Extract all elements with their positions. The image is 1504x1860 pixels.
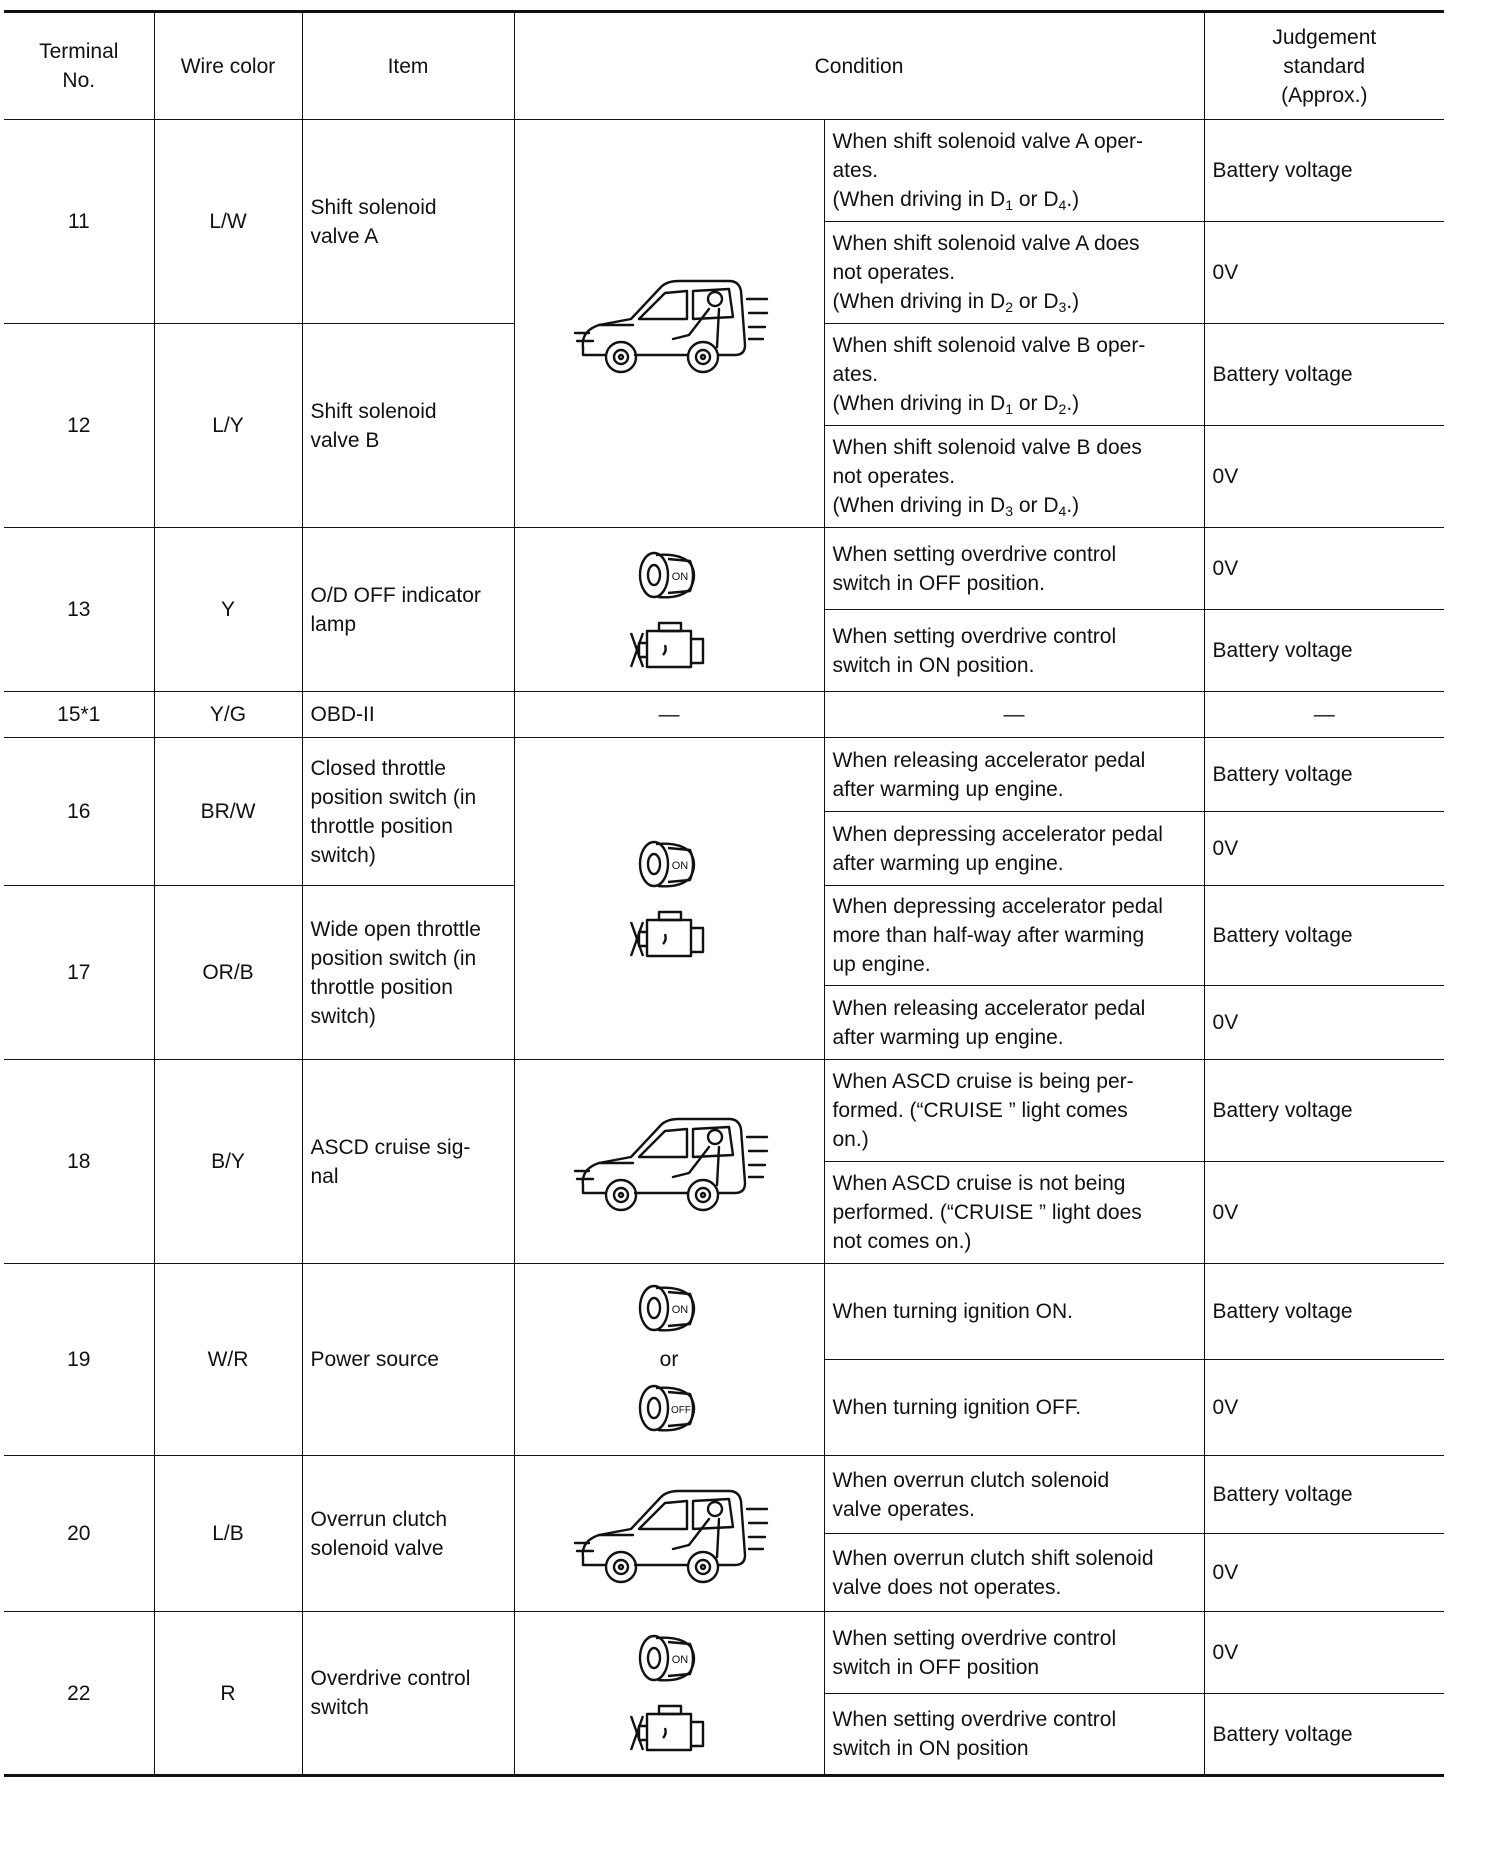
terminal-15: 15*1	[4, 692, 154, 738]
wire-13: Y	[154, 528, 302, 692]
judgement-13-1: 0V	[1204, 528, 1444, 610]
condition-19-1: When turning ignition ON.	[824, 1264, 1204, 1360]
terminal-16: 16	[4, 738, 154, 886]
terminal-13: 13	[4, 528, 154, 692]
terminal-22: 22	[4, 1612, 154, 1776]
judgement-22-1: 0V	[1204, 1612, 1444, 1694]
figure-15-dash: —	[514, 692, 824, 738]
condition-20-2: When overrun clutch shift solenoid valve does not operates.	[824, 1534, 1204, 1612]
figure-cell-22	[514, 1612, 824, 1776]
wire-12: L/Y	[154, 324, 302, 528]
terminal-11: 11	[4, 120, 154, 324]
terminal-inspection-table	[4, 10, 1444, 1777]
condition-12-1: When shift solenoid valve B oper- ates. (When driving in $D_1$ or $D_2$.)	[824, 324, 1204, 426]
wire-20: L/B	[154, 1456, 302, 1612]
condition-22-1: When setting overdrive control switch in OFF position	[824, 1612, 1204, 1694]
header-item: Item	[302, 12, 514, 120]
table-row-20a	[4, 1456, 1444, 1534]
engine-icon	[629, 908, 709, 964]
figure-cell-19	[514, 1264, 824, 1456]
figure-cell-13	[514, 528, 824, 692]
judgement-18-2: 0V	[1204, 1162, 1444, 1264]
engine-icon	[629, 619, 709, 675]
terminal-table-sheet	[4, 10, 1444, 1777]
table-row-15	[4, 692, 1444, 738]
condition-11-1: When shift solenoid valve A oper- ates. (When driving in $D_1$ or $D_4$.)	[824, 120, 1204, 222]
judgement-11-2: 0V	[1204, 222, 1444, 324]
header-terminal: Terminal No.	[4, 12, 154, 120]
judgement-16-2: 0V	[1204, 812, 1444, 886]
condition-18-1: When ASCD cruise is being per- formed. (“CRUISE ” light comes on.)	[824, 1060, 1204, 1162]
ignition-key-on-icon	[634, 1628, 704, 1692]
wire-22: R	[154, 1612, 302, 1776]
judgement-19-1: Battery voltage	[1204, 1264, 1444, 1360]
figure-cell-18	[514, 1060, 824, 1264]
terminal-19: 19	[4, 1264, 154, 1456]
table-row-19a	[4, 1264, 1444, 1360]
terminal-18: 18	[4, 1060, 154, 1264]
condition-17-2: When releasing accelerator pedal after warming up engine.	[824, 986, 1204, 1060]
item-17: Wide open throttle position switch (in throttle position switch)	[302, 886, 514, 1060]
condition-13-1: When setting overdrive control switch in OFF position.	[824, 528, 1204, 610]
judgement-19-2: 0V	[1204, 1360, 1444, 1456]
wire-11: L/W	[154, 120, 302, 324]
item-18: ASCD cruise sig- nal	[302, 1060, 514, 1264]
ignition-key-on-icon	[634, 834, 704, 898]
item-12: Shift solenoid valve B	[302, 324, 514, 528]
condition-12-2: When shift solenoid valve B does not operates. (When driving in $D_3$ or $D_4$.)	[824, 426, 1204, 528]
item-15: OBD-II	[302, 692, 514, 738]
engine-icon	[629, 1702, 709, 1758]
judgement-15-dash: —	[1204, 692, 1444, 738]
judgement-18-1: Battery voltage	[1204, 1060, 1444, 1162]
item-20: Overrun clutch solenoid valve	[302, 1456, 514, 1612]
judgement-17-1: Battery voltage	[1204, 886, 1444, 986]
wire-19: W/R	[154, 1264, 302, 1456]
wire-16: BR/W	[154, 738, 302, 886]
header-row	[4, 12, 1444, 120]
ignition-key-off-icon	[634, 1378, 704, 1442]
wire-15: Y/G	[154, 692, 302, 738]
condition-13-2: When setting overdrive control switch in ON position.	[824, 610, 1204, 692]
condition-17-1: When depressing accelerator pedal more than half-way after warming up engine.	[824, 886, 1204, 986]
condition-18-2: When ASCD cruise is not being performed. (“CRUISE ” light does not comes on.)	[824, 1162, 1204, 1264]
condition-16-1: When releasing accelerator pedal after warming up engine.	[824, 738, 1204, 812]
wire-18: B/Y	[154, 1060, 302, 1264]
terminal-17: 17	[4, 886, 154, 1060]
condition-16-2: When depressing accelerator pedal after warming up engine.	[824, 812, 1204, 886]
header-judgement: Judgement standard (Approx.)	[1204, 12, 1444, 120]
table-row-13a	[4, 528, 1444, 610]
ignition-key-on-icon	[634, 545, 704, 609]
judgement-12-1: Battery voltage	[1204, 324, 1444, 426]
driving-car-icon	[569, 1479, 769, 1589]
table-row-22a	[4, 1612, 1444, 1694]
condition-15-dash: —	[824, 692, 1204, 738]
condition-20-1: When overrun clutch solenoid valve operates.	[824, 1456, 1204, 1534]
table-row-16a	[4, 738, 1444, 812]
terminal-12: 12	[4, 324, 154, 528]
or-label: or	[659, 1347, 679, 1371]
wire-17: OR/B	[154, 886, 302, 1060]
judgement-11-1: Battery voltage	[1204, 120, 1444, 222]
condition-22-2: When setting overdrive control switch in ON position	[824, 1694, 1204, 1776]
header-condition: Condition	[514, 12, 1204, 120]
item-11: Shift solenoid valve A	[302, 120, 514, 324]
driving-car-icon	[569, 269, 769, 379]
table-row-18a	[4, 1060, 1444, 1162]
figure-cell-11-12	[514, 120, 824, 528]
figure-cell-16-17	[514, 738, 824, 1060]
condition-19-2: When turning ignition OFF.	[824, 1360, 1204, 1456]
judgement-20-1: Battery voltage	[1204, 1456, 1444, 1534]
judgement-20-2: 0V	[1204, 1534, 1444, 1612]
item-22: Overdrive control switch	[302, 1612, 514, 1776]
terminal-20: 20	[4, 1456, 154, 1612]
condition-11-2: When shift solenoid valve A does not operates. (When driving in $D_2$ or $D_3$.)	[824, 222, 1204, 324]
judgement-22-2: Battery voltage	[1204, 1694, 1444, 1776]
judgement-12-2: 0V	[1204, 426, 1444, 528]
judgement-17-2: 0V	[1204, 986, 1444, 1060]
judgement-16-1: Battery voltage	[1204, 738, 1444, 812]
judgement-13-2: Battery voltage	[1204, 610, 1444, 692]
driving-car-icon	[569, 1107, 769, 1217]
header-wire-color: Wire color	[154, 12, 302, 120]
item-19: Power source	[302, 1264, 514, 1456]
table-row-11a	[4, 120, 1444, 222]
item-16: Closed throttle position switch (in throttle position switch)	[302, 738, 514, 886]
figure-cell-20	[514, 1456, 824, 1612]
item-13: O/D OFF indicator lamp	[302, 528, 514, 692]
ignition-key-on-icon	[634, 1278, 704, 1342]
